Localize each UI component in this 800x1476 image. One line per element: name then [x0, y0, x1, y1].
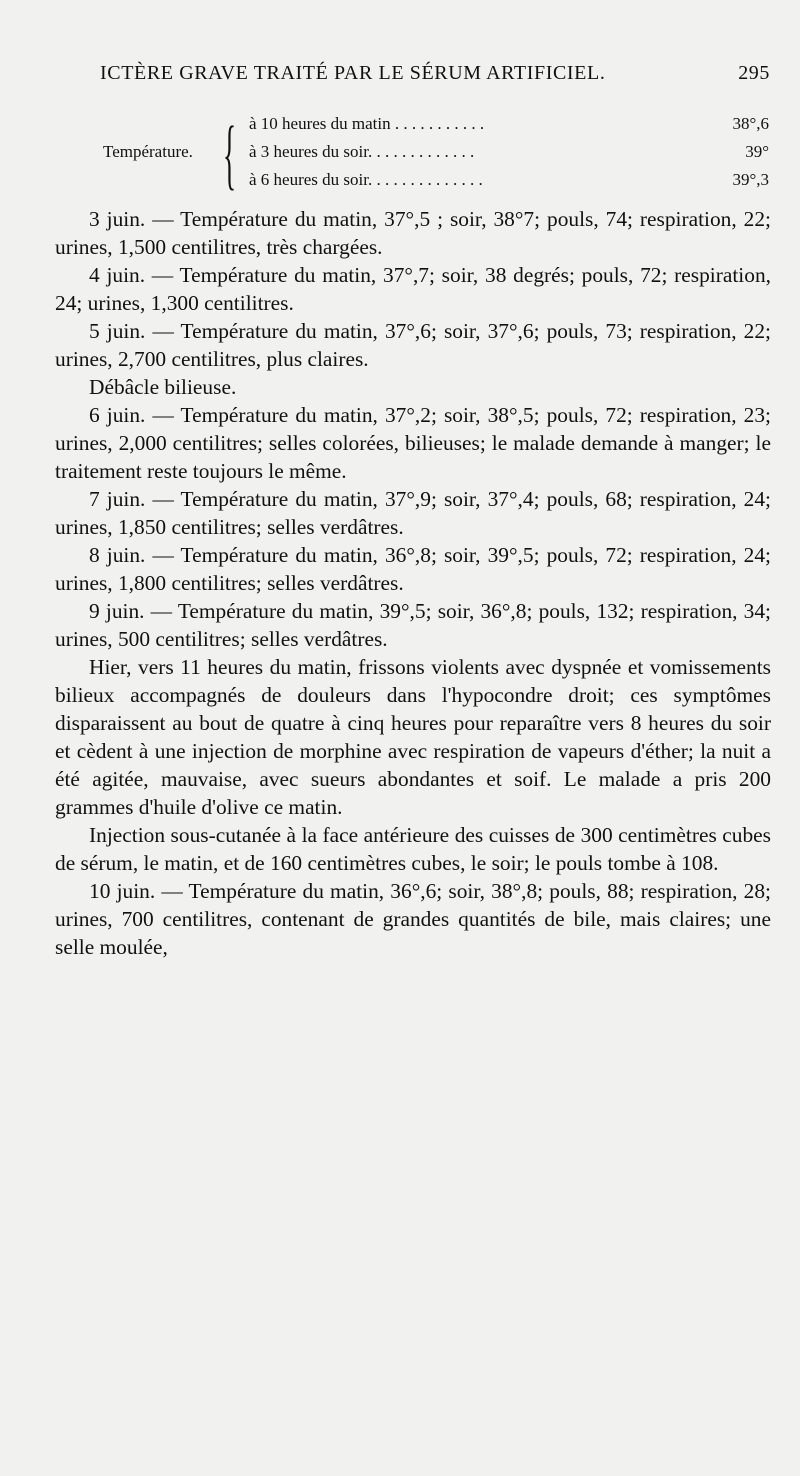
paragraph: 7 juin. — Température du matin, 37°,9; soir, 37°,4; pouls, 68; respiration, 24; urines, 1,850 centilitres; selles verdâtres. [55, 487, 771, 539]
paragraph: 9 juin. — Température du matin, 39°,5; soir, 36°,8; pouls, 132; respiration, 34; urines, 500 centilitres; selles verdâtres. [55, 599, 771, 651]
temperature-time: à 3 heures du soir. . . . . . . . . . . . . [249, 142, 475, 161]
temperature-value: 38°,6 [732, 114, 769, 133]
paragraph: 10 juin. — Température du matin, 36°,6; soir, 38°,8; pouls, 88; respiration, 28; urines, 700 centilitres, contenant de grandes quantités de bile, mais claires; une selle moulée, [55, 879, 771, 959]
paragraph: Débâcle bilieuse. [89, 375, 237, 399]
paragraph: 4 juin. — Température du matin, 37°,7; soir, 38 degrés; pouls, 72; respiration, 24; urines, 1,300 centilitres. [55, 263, 771, 315]
temperature-value: 39°,3 [732, 170, 769, 189]
temperature-row [249, 114, 769, 142]
page-number: 295 [738, 62, 770, 84]
temperature-time: à 6 heures du soir. . . . . . . . . . . . . . [249, 170, 483, 189]
paragraph: 3 juin. — Température du matin, 37°,5 ; soir, 38°7; pouls, 74; respiration, 22; urines, 1,500 centilitres, très chargées. [55, 207, 771, 259]
paragraph: Injection sous-cutanée à la face antérieure des cuisses de 300 centimètres cubes de sérum, le matin, et de 160 centimètres cubes, le soir; le pouls tombe à 108. [55, 823, 771, 875]
brace-icon: { [223, 110, 237, 197]
temperature-label: Température. [103, 142, 193, 161]
temperature-value: 39° [745, 142, 769, 161]
paragraph: Hier, vers 11 heures du matin, frissons violents avec dyspnée et vomissements bilieux accompagnés de douleurs dans l'hypocondre droit; ces symptômes disparaissent au bout de quatre à cinq heures pour reparaître vers 8 heures du soir et cèdent à une injection de morphine avec respiration de vapeurs d'éther; la nuit a été agitée, mauvaise, avec sueurs abondantes et soif. Le malade a pris 200 grammes d'huile d'olive ce matin. [55, 655, 771, 819]
running-title: ICTÈRE GRAVE TRAITÉ PAR LE SÉRUM ARTIFICIEL. [100, 62, 606, 84]
temperature-table [103, 110, 769, 198]
paragraph: 8 juin. — Température du matin, 36°,8; soir, 39°,5; pouls, 72; respiration, 24; urines, 1,800 centilitres; selles verdâtres. [55, 543, 771, 595]
temperature-time: à 10 heures du matin . . . . . . . . . . . [249, 114, 485, 133]
paragraph: 6 juin. — Température du matin, 37°,2; soir, 38°,5; pouls, 72; respiration, 23; urines, 2,000 centilitres; selles colorées, bilieuses; le malade demande à manger; le traitement reste toujours le même. [55, 403, 771, 483]
temperature-row [249, 142, 769, 170]
paragraph: 5 juin. — Température du matin, 37°,6; soir, 37°,6; pouls, 73; respiration, 22; urines, 2,700 centilitres, plus claires. [55, 319, 771, 371]
temperature-row [249, 170, 769, 198]
body-text [55, 205, 771, 961]
